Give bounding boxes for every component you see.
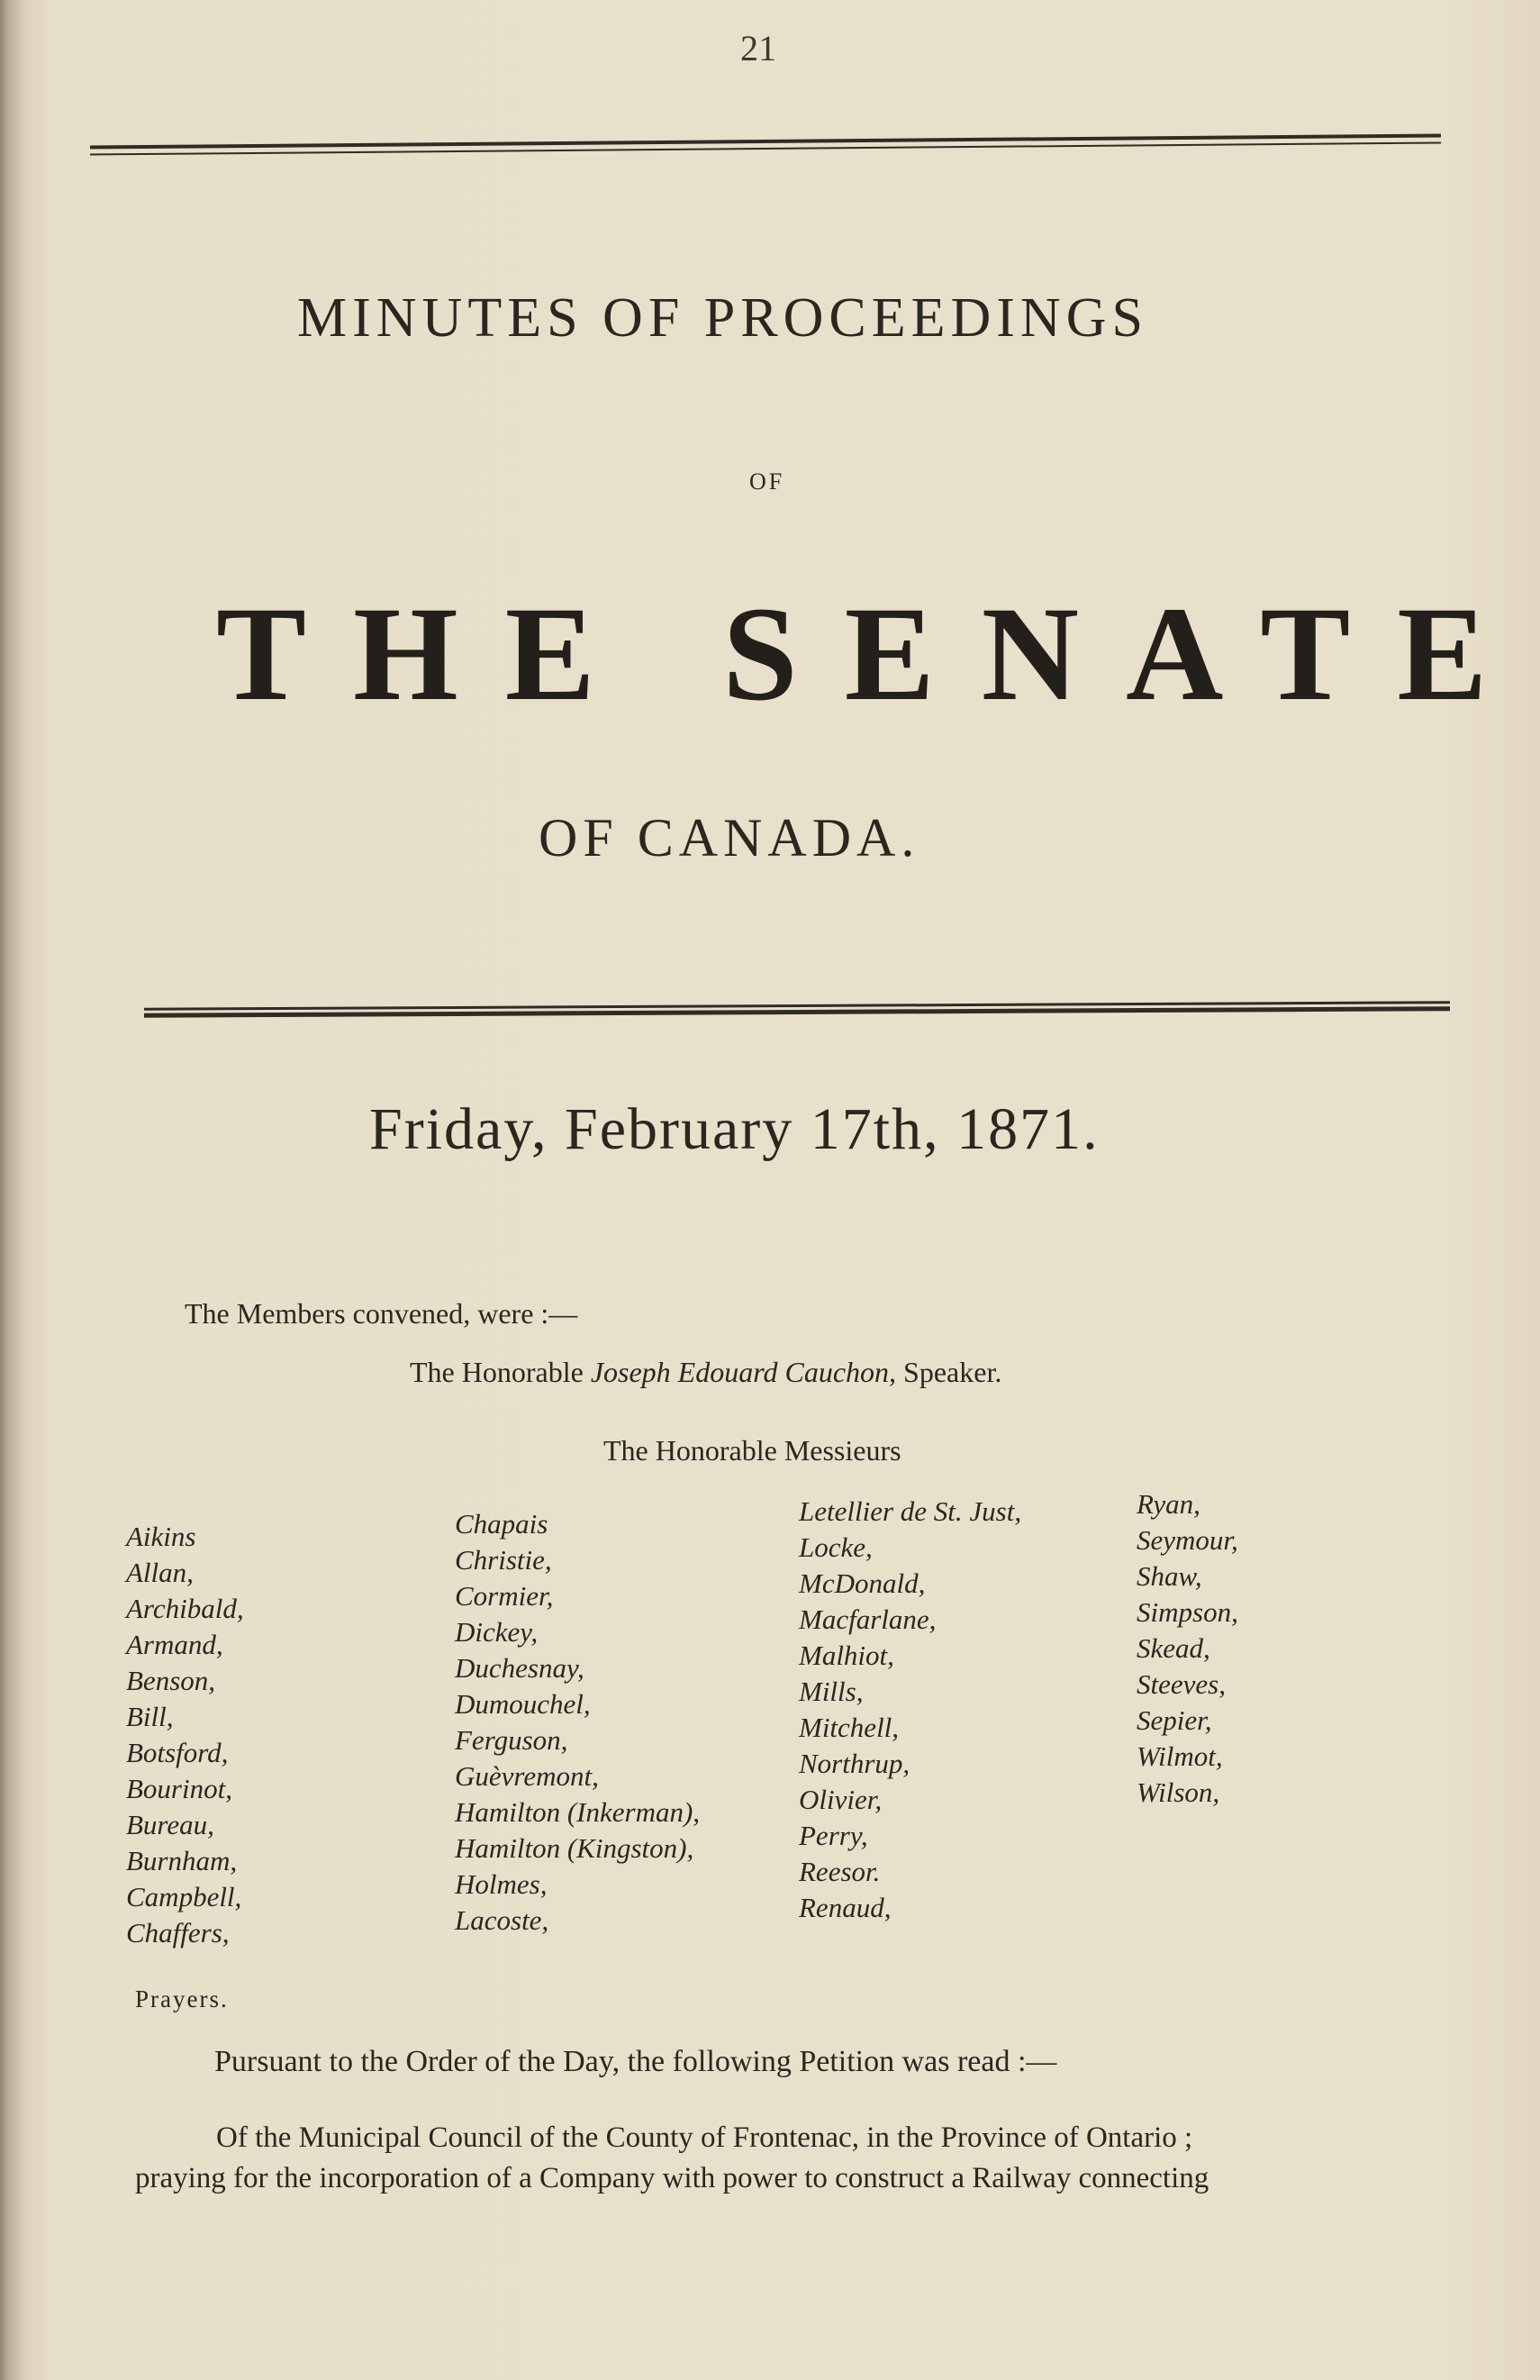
member-name: Letellier de St. Just, bbox=[799, 1495, 1022, 1527]
prayers-heading: Prayers. bbox=[135, 1985, 229, 2012]
member-name: Wilson, bbox=[1137, 1776, 1220, 1808]
title-of: OF bbox=[749, 468, 785, 495]
pursuant-paragraph: Pursuant to the Order of the Day, the following Petition was read :— bbox=[214, 2045, 1057, 2078]
member-name: Aikins bbox=[126, 1521, 196, 1552]
speaker-line bbox=[410, 1356, 1001, 1389]
member-name: Macfarlane, bbox=[799, 1603, 937, 1635]
member-name: Duchesnay, bbox=[455, 1652, 584, 1684]
member-name: Benson, bbox=[126, 1665, 216, 1696]
member-name: Archibald, bbox=[126, 1593, 244, 1624]
speaker-role: Speaker. bbox=[903, 1356, 1002, 1388]
member-name: Perry, bbox=[799, 1820, 868, 1851]
session-date: Friday, February 17th, 1871. bbox=[369, 1096, 1100, 1162]
member-name: Hamilton (Inkerman), bbox=[455, 1796, 701, 1828]
member-name: Christie, bbox=[455, 1544, 552, 1576]
member-name: Bourinot, bbox=[126, 1773, 232, 1804]
member-name: Armand, bbox=[126, 1629, 223, 1660]
member-name: McDonald, bbox=[799, 1567, 926, 1599]
member-name: Skead, bbox=[1137, 1632, 1210, 1664]
title-the-senate: THE SENATE bbox=[216, 579, 1535, 729]
members-intro: The Members convened, were :— bbox=[185, 1297, 578, 1330]
member-name: Mitchell, bbox=[799, 1712, 900, 1743]
member-name: Botsford, bbox=[126, 1737, 229, 1768]
member-name: Dumouchel, bbox=[455, 1688, 591, 1720]
member-name: Northrup, bbox=[799, 1748, 910, 1779]
speaker-name: Joseph Edouard Cauchon, bbox=[590, 1356, 897, 1388]
member-name: Bureau, bbox=[126, 1809, 214, 1840]
member-name: Chaffers, bbox=[126, 1917, 230, 1949]
member-name: Ferguson, bbox=[455, 1724, 568, 1756]
member-name: Chapais bbox=[455, 1508, 548, 1540]
petition-line-1: Of the Municipal Council of the County of Frontenac, in the Province of Ontario ; bbox=[216, 2121, 1193, 2154]
member-name: Renaud, bbox=[799, 1892, 892, 1923]
member-name: Holmes, bbox=[455, 1868, 548, 1900]
member-name: Wilmot, bbox=[1137, 1740, 1223, 1772]
title-of-canada: OF CANADA. bbox=[539, 808, 920, 868]
member-name: Hamilton (Kingston), bbox=[455, 1832, 694, 1864]
member-name: Seymour, bbox=[1137, 1524, 1238, 1556]
title-minutes-of-proceedings: MINUTES OF PROCEEDINGS bbox=[297, 287, 1148, 349]
member-name: Olivier, bbox=[799, 1784, 883, 1815]
member-name: Lacoste, bbox=[455, 1904, 549, 1936]
member-name: Bill, bbox=[126, 1701, 174, 1732]
members-column-4 bbox=[1137, 1486, 1238, 1811]
member-name: Reesor. bbox=[799, 1856, 881, 1887]
member-name: Locke, bbox=[799, 1531, 873, 1563]
member-name: Cormier, bbox=[455, 1580, 554, 1612]
page-number: 21 bbox=[740, 28, 776, 68]
member-name: Ryan, bbox=[1137, 1488, 1200, 1520]
members-column-1 bbox=[126, 1519, 244, 1951]
petition-line-2: praying for the incorporation of a Company with power to construct a Railway connecting bbox=[135, 2162, 1209, 2194]
member-name: Steeves, bbox=[1137, 1668, 1226, 1700]
member-name: Simpson, bbox=[1137, 1596, 1238, 1628]
speaker-prefix: The Honorable bbox=[410, 1356, 584, 1388]
member-name: Burnham, bbox=[126, 1845, 238, 1876]
bleed-through-texture bbox=[63, 126, 1468, 1838]
members-column-3 bbox=[799, 1494, 1021, 1926]
messieurs-heading: The Honorable Messieurs bbox=[603, 1434, 901, 1467]
member-name: Dickey, bbox=[455, 1616, 539, 1648]
member-name: Sepier, bbox=[1137, 1704, 1212, 1736]
member-name: Mills, bbox=[799, 1676, 864, 1707]
member-name: Campbell, bbox=[126, 1881, 242, 1912]
members-column-2 bbox=[455, 1506, 700, 1939]
member-name: Guèvremont, bbox=[455, 1760, 599, 1792]
member-name: Malhiot, bbox=[799, 1640, 894, 1671]
member-name: Shaw, bbox=[1137, 1560, 1202, 1592]
member-name: Allan, bbox=[126, 1557, 194, 1588]
